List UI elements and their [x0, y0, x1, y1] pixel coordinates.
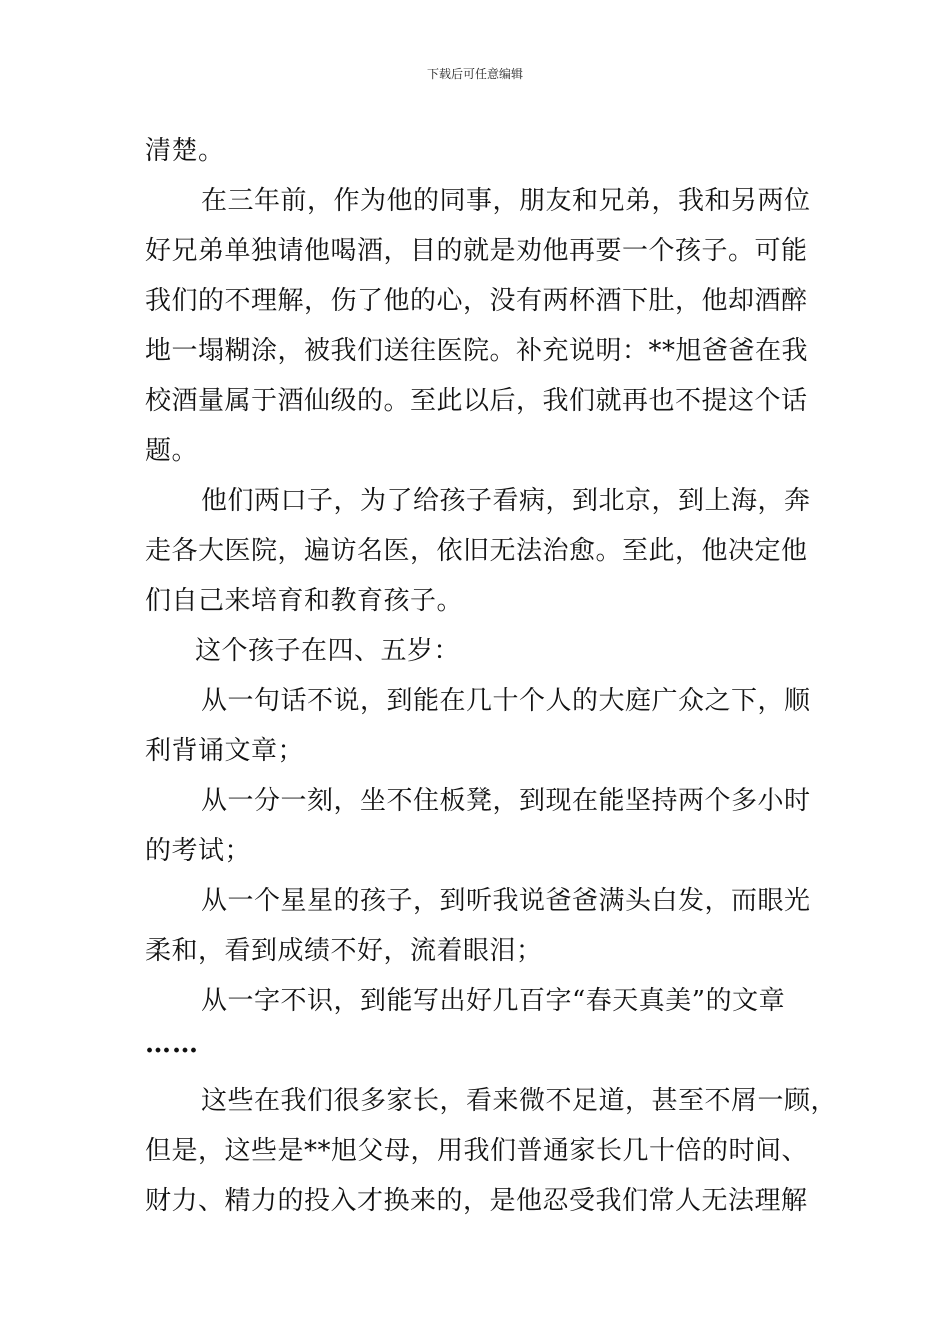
- text-line: 但是，这些是**旭父母，用我们普通家长几十倍的时间、: [145, 1136, 809, 1166]
- text-line: 题。: [145, 436, 199, 466]
- text-line: 我们的不理解，伤了他的心，没有两杯酒下肚，他却酒醉: [145, 286, 808, 316]
- text-line: 这个孩子在四、五岁：: [195, 636, 461, 666]
- text-line: 利背诵文章；: [145, 736, 305, 766]
- text-line: 走各大医院，遍访名医，依旧无法治愈。至此，他决定他: [145, 536, 808, 566]
- text-line: ……: [145, 1029, 199, 1059]
- text-line: 从一句话不说，到能在几十个人的大庭广众之下，顺: [201, 686, 811, 716]
- text-line: 柔和，看到成绩不好，流着眼泪；: [145, 936, 543, 966]
- text-line: 这些在我们很多家长，看来微不足道，甚至不屑一顾，: [201, 1086, 838, 1116]
- text-line: 从一分一刻，坐不住板凳，到现在能坚持两个多小时: [201, 786, 811, 816]
- text-line: 们自己来培育和教育孩子。: [145, 586, 464, 616]
- text-line: 从一个星星的孩子，到听我说爸爸满头白发，而眼光: [201, 886, 811, 916]
- text-line: 好兄弟单独请他喝酒，目的就是劝他再要一个孩子。可能: [145, 236, 808, 266]
- text-line: 从一字不识，到能写出好几百字“春天真美”的文章: [201, 986, 786, 1016]
- text-line: 校酒量属于酒仙级的。至此以后，我们就再也不提这个话: [145, 386, 808, 416]
- document-body: [145, 126, 838, 1226]
- text-line: 的考试；: [145, 836, 252, 866]
- text-line: 他们两口子，为了给孩子看病，到北京，到上海，奔: [201, 486, 811, 516]
- text-line: 清楚。: [145, 136, 225, 166]
- text-line: 地一塌糊涂，被我们送往医院。补充说明：**旭爸爸在我: [145, 336, 809, 366]
- text-line: 在三年前，作为他的同事，朋友和兄弟，我和另两位: [201, 186, 811, 216]
- text-line: 财力、精力的投入才换来的，是他忍受我们常人无法理解: [145, 1186, 808, 1216]
- page-header: 下载后可任意编辑: [426, 67, 523, 81]
